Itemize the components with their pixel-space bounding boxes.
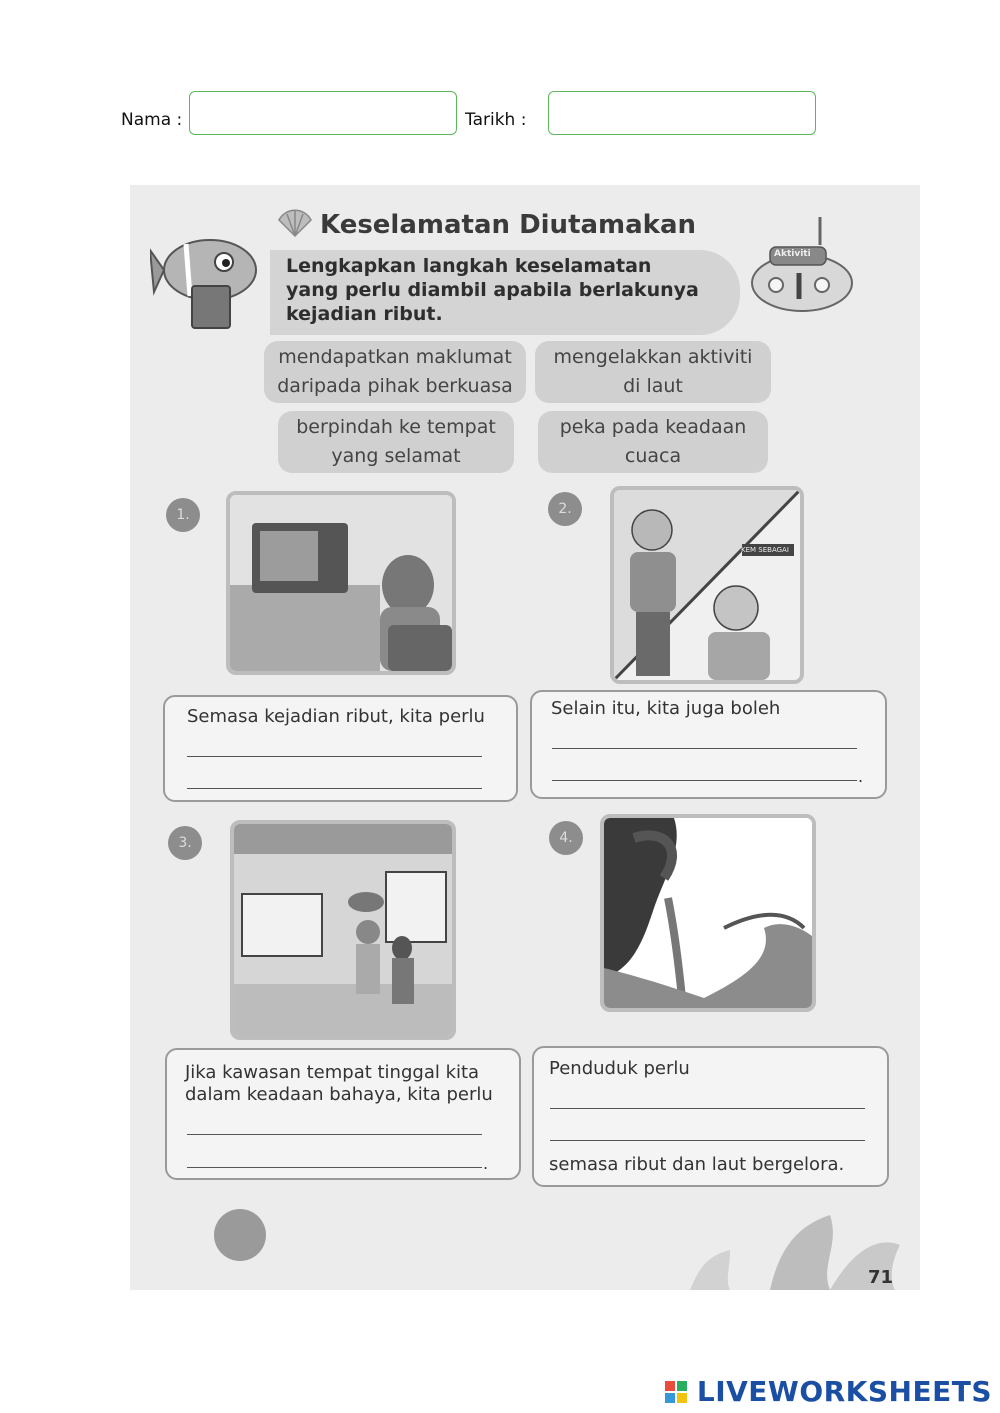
flood-scene-image: [230, 820, 456, 1040]
flood-scene-illustration: [234, 824, 452, 1036]
answer-line: [550, 1140, 865, 1141]
date-label: Tarikh :: [465, 110, 527, 130]
question-number: 2.: [548, 492, 582, 526]
option-chip[interactable]: [278, 411, 514, 473]
seabed-decoration: [130, 1185, 920, 1290]
answer-line: [187, 788, 482, 789]
shell-icon: [275, 206, 315, 240]
answer-line: [187, 1167, 482, 1168]
question-prompt: dalam keadaan bahaya, kita perlu: [185, 1084, 493, 1105]
fish-mascot-icon: [150, 222, 270, 332]
question-number: 3.: [168, 826, 202, 860]
option-chip[interactable]: [538, 411, 768, 473]
tv-scene-illustration: [230, 495, 452, 671]
liveworksheets-logo[interactable]: [665, 1375, 992, 1408]
logo-mark-icon: [665, 1381, 687, 1403]
question-prompt: Penduduk perlu: [549, 1058, 690, 1079]
phone-call-illustration: [614, 490, 800, 680]
answer-blank[interactable]: [552, 720, 857, 748]
question-prompt: Semasa kejadian ribut, kita perlu: [187, 706, 485, 727]
option-line-1: peka pada keadaan: [559, 416, 747, 438]
tv-scene-image: [226, 491, 456, 675]
question-prompt: Jika kawasan tempat tinggal kita: [185, 1062, 480, 1083]
sign-label: KEM SEBAGAI: [741, 546, 789, 554]
storm-wave-image: [600, 814, 816, 1012]
answer-line: [550, 1108, 865, 1109]
option-line-2: daripada pihak berkuasa: [277, 375, 513, 397]
question-number: 1.: [166, 498, 200, 532]
logo-text: LIVEWORKSHEETS: [696, 1375, 992, 1408]
sentence-ending: .: [483, 1154, 489, 1173]
worksheet-title: Keselamatan Diutamakan: [320, 210, 697, 240]
option-line-2: yang selamat: [331, 445, 461, 467]
answer-line: [552, 780, 857, 781]
answer-line: [187, 756, 482, 757]
option-line-2: cuaca: [624, 445, 682, 467]
page-number: 71: [868, 1267, 894, 1288]
instruction-line-3: kejadian ribut.: [286, 303, 443, 325]
answer-blank[interactable]: [187, 1106, 482, 1134]
name-label: Nama :: [121, 110, 183, 130]
date-input[interactable]: [548, 91, 816, 135]
option-chip[interactable]: [264, 341, 526, 403]
closing-text: semasa ribut dan laut bergelora.: [549, 1154, 845, 1175]
storm-wave-illustration: [604, 818, 812, 1008]
option-chip[interactable]: [535, 341, 771, 403]
answer-blank[interactable]: [187, 728, 482, 756]
option-line-2: di laut: [623, 375, 683, 397]
instruction-line-1: Lengkapkan langkah keselamatan: [286, 255, 652, 277]
instruction-line-2: yang perlu diambil apabila berlakunya: [286, 279, 699, 301]
option-line-1: berpindah ke tempat: [296, 416, 496, 438]
activity-badge: Aktiviti: [774, 249, 811, 259]
answer-blank[interactable]: [550, 1080, 865, 1108]
phone-call-image: [610, 486, 804, 684]
option-line-1: mendapatkan maklumat: [278, 346, 512, 368]
option-line-1: mengelakkan aktiviti: [553, 346, 753, 368]
question-number: 4.: [549, 821, 583, 855]
answer-line: [187, 1134, 482, 1135]
answer-line: [552, 748, 857, 749]
name-input[interactable]: [189, 91, 457, 135]
sentence-ending: .: [858, 767, 864, 786]
submarine-icon: [740, 215, 855, 315]
question-prompt: Selain itu, kita juga boleh: [551, 698, 781, 719]
